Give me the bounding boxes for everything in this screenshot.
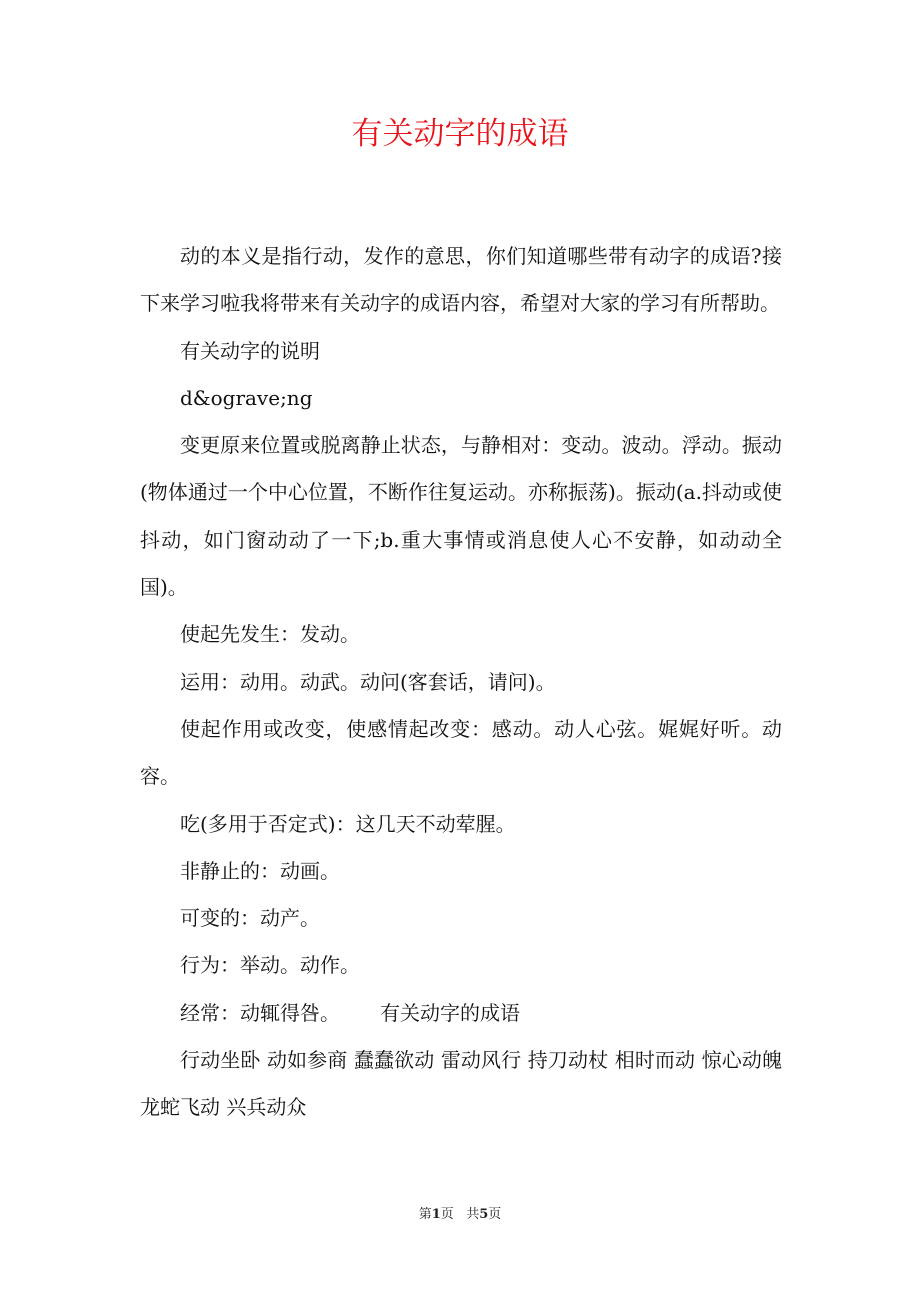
- footer-page-unit: 页: [440, 1207, 454, 1222]
- paragraph-heading-description: 有关动字的说明: [180, 338, 320, 363]
- paragraph-usage-line: [140, 990, 782, 1037]
- paragraph-intro: 动的本义是指行动，发作的意思，你们知道哪些带有动字的成语?接下来学习啦我将带来有关动字的成语内容，希望对大家的学习有所帮助。: [140, 244, 782, 316]
- paragraph-definition-use: 运用：动用。动武。动问(客套话，请问)。: [180, 669, 556, 694]
- document-title: 有关动字的成语: [351, 116, 569, 152]
- paragraph-definition-eat: 吃(多用于否定式)：这几天不动荤腥。: [180, 811, 516, 836]
- footer-total-unit: 页: [488, 1207, 502, 1222]
- paragraph-definition-behavior: 行为：举动。动作。: [180, 953, 360, 978]
- idioms-heading: 有关动字的成语: [380, 1000, 520, 1025]
- paragraph-definition-nonstatic: 非静止的：动画。: [180, 858, 340, 883]
- usage-example: 经常：动辄得咎。: [180, 1000, 340, 1025]
- footer-total-prefix: 共: [466, 1207, 480, 1222]
- footer-prefix: 第: [418, 1207, 432, 1222]
- footer-total-pages: 5: [479, 1207, 489, 1222]
- paragraph-pinyin: d&ograve;ng: [180, 385, 313, 410]
- paragraph-definition-affect: 使起作用或改变，使感情起改变：感动。动人心弦。娓娓好听。动容。: [140, 716, 782, 789]
- paragraph-definition-variable: 可变的：动产。: [180, 906, 320, 931]
- paragraph-idioms-list: 行动坐卧 动如参商 蠢蠢欲动 雷动风行 持刀动杖 相时而动 惊心动魄 龙蛇飞动 兴兵动众: [140, 1048, 782, 1120]
- document-body: [140, 233, 782, 1132]
- footer-page-number: 1: [431, 1207, 441, 1222]
- page-footer: [0, 1205, 920, 1225]
- paragraph-definition-start: 使起先发生：发动。: [180, 622, 360, 647]
- paragraph-definition-move: 变更原来位置或脱离静止状态，与静相对：变动。波动。浮动。振动(物体通过一个中心位置，不断作往复运动。亦称振荡)。振动(a.抖动或使抖动，如门窗动动了一下;b.重大事情或消息使人心不安静，如动动全国)。: [140, 433, 782, 600]
